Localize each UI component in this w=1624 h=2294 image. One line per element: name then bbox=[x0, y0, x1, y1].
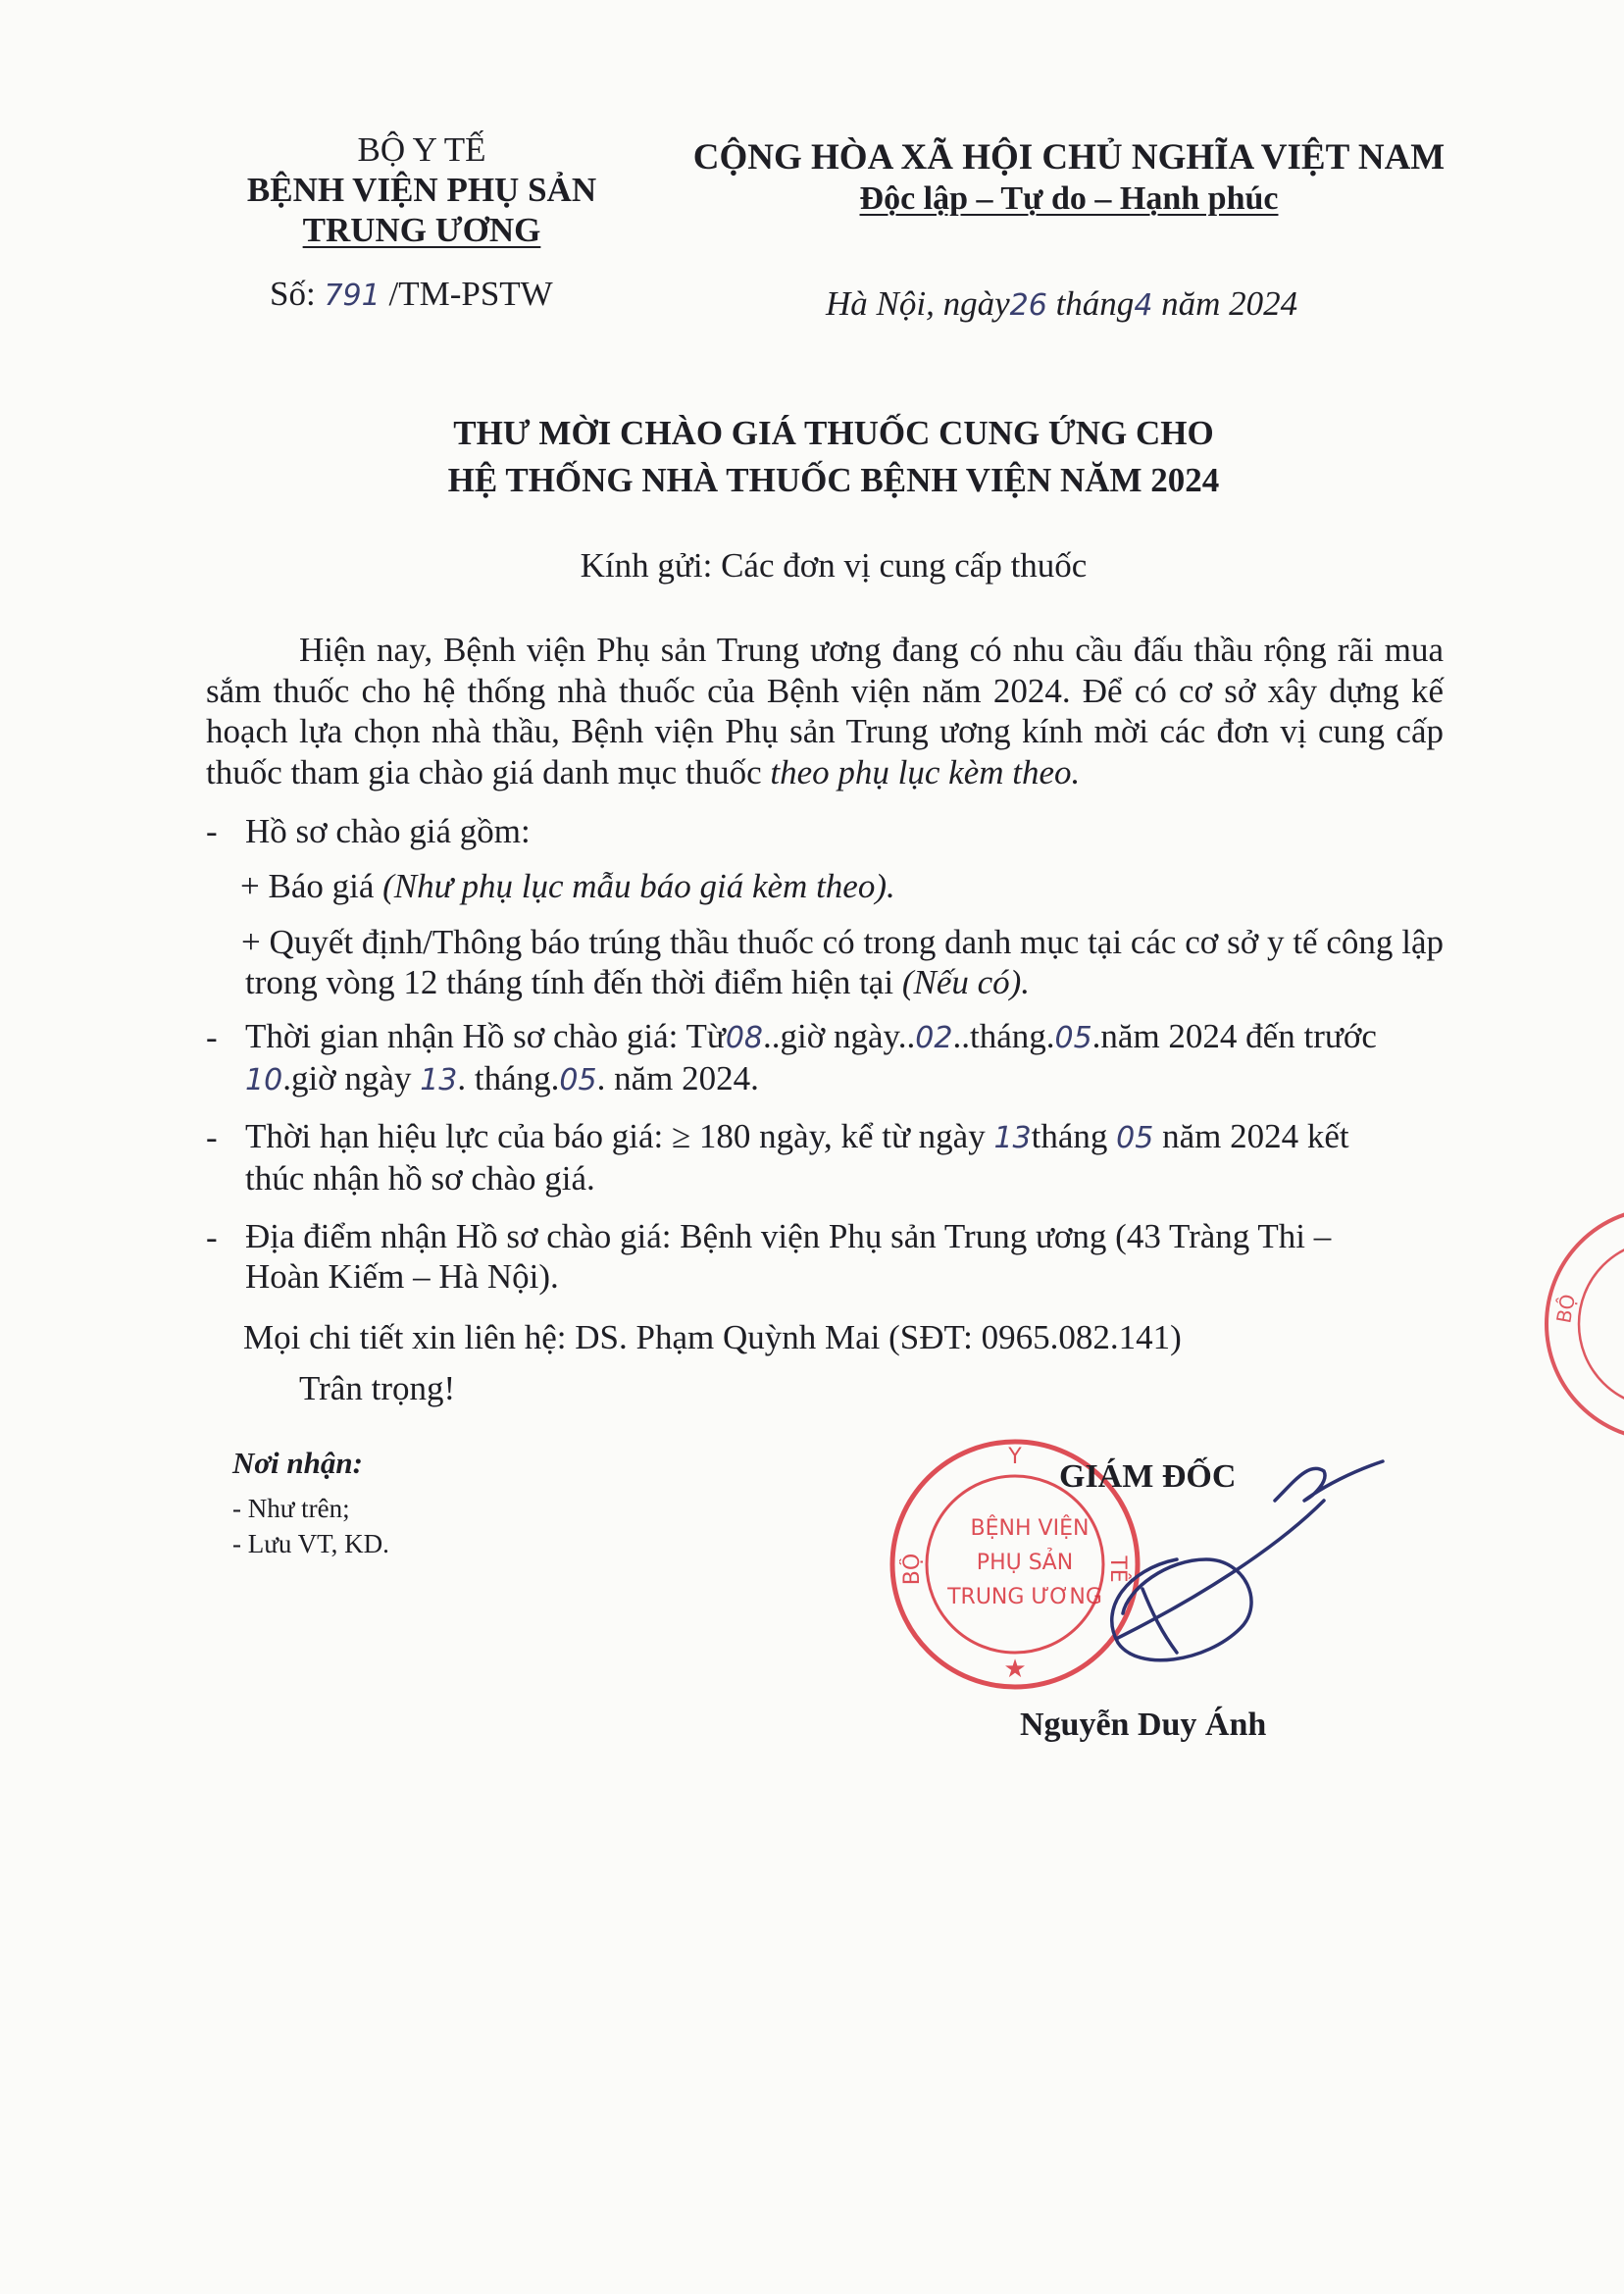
day-to-handwritten: 13 bbox=[420, 1063, 458, 1097]
stamp-left-text: BỘ bbox=[900, 1553, 925, 1586]
svg-text:★: ★ bbox=[1003, 1655, 1027, 1684]
recipients-heading: Nơi nhận: bbox=[232, 1446, 363, 1480]
nation-name: CỘNG HÒA XÃ HỘI CHỦ NGHĨA VIỆT NAM bbox=[692, 137, 1446, 178]
dossier-item-quote: + Báo giá (Như phụ lục mẫu báo giá kèm theo). bbox=[240, 867, 895, 905]
hospital-name-line2: TRUNG ƯƠNG bbox=[302, 211, 541, 249]
dossier-heading: - Hồ sơ chào giá gồm: bbox=[206, 812, 531, 850]
greeting: Kính gửi: Các đơn vị cung cấp thuốc bbox=[580, 546, 1088, 585]
stamp-line3: TRUNG ƯƠNG bbox=[947, 1585, 1102, 1609]
hour-to-handwritten: 10 bbox=[245, 1063, 283, 1097]
partial-stamp-text: BỘ bbox=[1551, 1292, 1581, 1325]
reference-number-handwritten: 791 bbox=[324, 279, 381, 313]
intro-paragraph: Hiện nay, Bệnh viện Phụ sản Trung ương đang có nhu cầu đấu thầu rộng rãi mua sắm thuốc cho hệ thống nhà thuốc của Bệnh viện năm 2024. Để có cơ sở xây dựng kế hoạch lựa chọn nhà thầu, Bệnh viện Phụ sản Trung ương kính mời các đơn vị cung cấp thuốc tham gia chào giá danh mục thuốc theo phụ lục kèm theo. bbox=[206, 631, 1444, 791]
date-month-handwritten: 4 bbox=[1134, 288, 1153, 323]
signer-title: GIÁM ĐỐC bbox=[1059, 1458, 1237, 1495]
day-from-handwritten: 02 bbox=[915, 1021, 953, 1055]
national-motto: Độc lập – Tự do – Hạnh phúc bbox=[859, 180, 1279, 217]
dossier-item-award-decision: + Quyết định/Thông báo trúng thầu thuốc có trong danh mục tại các cơ sở y tế công lập trong vòng 12 tháng tính đến thời điểm hiện tại (Nếu có). bbox=[241, 923, 1444, 1001]
national-header bbox=[647, 137, 1491, 220]
date-day-handwritten: 26 bbox=[1009, 288, 1047, 323]
document-title: THƯ MỜI CHÀO GIÁ THUỐC CUNG ỨNG CHO HỆ THỐNG NHÀ THUỐC BỆNH VIỆN NĂM 2024 bbox=[447, 414, 1220, 499]
issuer-block bbox=[177, 129, 667, 250]
reference-number: Số: 791 /TM-PSTW bbox=[270, 275, 553, 313]
stamp-right-text: TẾ bbox=[1105, 1555, 1130, 1583]
recipient-item: - Lưu VT, KD. bbox=[232, 1529, 389, 1558]
stamp-top-text: Y bbox=[1008, 1445, 1022, 1469]
submission-location: - Địa điểm nhận Hồ sơ chào giá: Bệnh viện Phụ sản Trung ương (43 Tràng Thi – Hoàn Kiếm – Hà Nội). bbox=[206, 1217, 1332, 1296]
validity-period: - Thời hạn hiệu lực của báo giá: ≥ 180 ngày, kể từ ngày 13tháng 05 năm 2024 kết thúc nhận hồ sơ chào giá. bbox=[206, 1117, 1349, 1198]
partial-stamp-right-edge bbox=[1535, 1177, 1624, 1471]
month-from-handwritten: 05 bbox=[1054, 1021, 1092, 1055]
signer-name: Nguyễn Duy Ánh bbox=[1020, 1707, 1267, 1743]
recipient-item: - Như trên; bbox=[232, 1494, 350, 1523]
ministry-name: BỘ Y TẾ bbox=[357, 130, 486, 169]
contact-line: Mọi chi tiết xin liên hệ: DS. Phạm Quỳnh Mai (SĐT: 0965.082.141) bbox=[243, 1318, 1182, 1356]
issue-date: Hà Nội, ngày26 tháng4 năm 2024 bbox=[826, 284, 1298, 323]
closing-line: Trân trọng! bbox=[299, 1369, 456, 1407]
validity-month-handwritten: 05 bbox=[1116, 1121, 1154, 1155]
stamp-line1: BỆNH VIỆN bbox=[970, 1516, 1090, 1541]
hospital-name-line1: BỆNH VIỆN PHỤ SẢN bbox=[246, 171, 597, 209]
receipt-time: - Thời gian nhận Hồ sơ chào giá: Từ08..giờ ngày..02..tháng.05.năm 2024 đến trước 10.giờ ngày 13. tháng.05. năm 2024. bbox=[206, 1017, 1377, 1097]
validity-day-handwritten: 13 bbox=[993, 1121, 1032, 1155]
month-to-handwritten: 05 bbox=[559, 1063, 597, 1097]
stamp-line2: PHỤ SẢN bbox=[976, 1551, 1074, 1575]
hour-from-handwritten: 08 bbox=[725, 1021, 764, 1055]
